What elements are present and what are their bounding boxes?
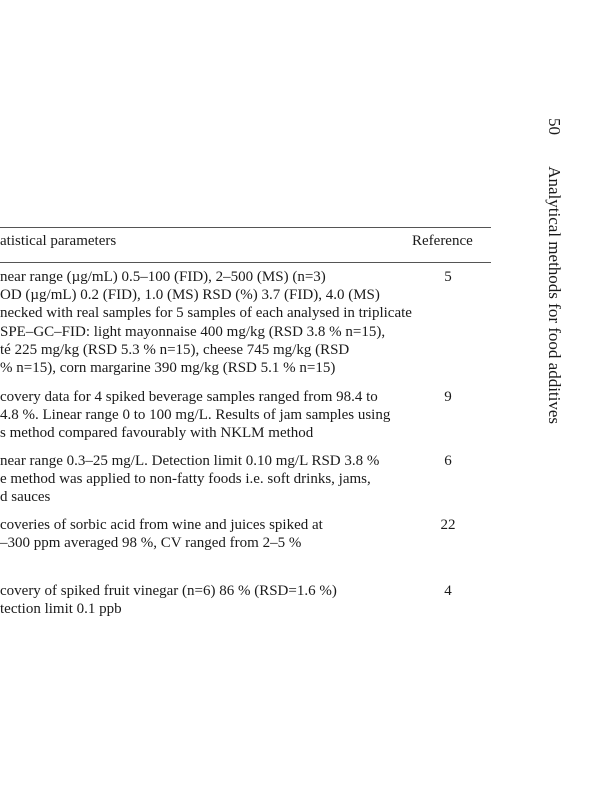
row-parameters: [0, 582, 445, 618]
running-header: [544, 118, 564, 438]
row-line: OD (µg/mL) 0.2 (FID), 1.0 (MS) RSD (%) 3.7 (FID), 4.0 (MS): [0, 287, 380, 304]
row-reference: 9: [444, 389, 452, 405]
row-reference: 4: [444, 583, 452, 599]
page-number: 50: [545, 118, 564, 135]
row-parameters: [0, 516, 445, 552]
row-line: covery data for 4 spiked beverage samples ranged from 98.4 to: [0, 389, 378, 405]
table-header-rule: [0, 262, 491, 263]
row-line: d sauces: [0, 489, 51, 506]
row-line: covery of spiked fruit vinegar (n=6) 86 % (RSD=1.6 %): [0, 583, 337, 599]
row-parameters: [0, 452, 445, 507]
row-line: near range (µg/mL) 0.5–100 (FID), 2–500 (MS) (n=3): [0, 269, 326, 285]
row-parameters: [0, 388, 445, 443]
row-line: té 225 mg/kg (RSD 5.3 % n=15), cheese 745 mg/kg (RSD: [0, 341, 350, 358]
running-title: Analytical methods for food additives: [545, 166, 564, 425]
table-top-rule: [0, 227, 491, 228]
row-reference: 6: [444, 453, 452, 469]
row-line: necked with real samples for 5 samples of each analysed in triplicate: [0, 305, 412, 322]
row-parameters: [0, 268, 445, 377]
row-reference: 22: [440, 517, 456, 533]
row-line: s method compared favourably with NKLM method: [0, 425, 314, 442]
row-line: near range 0.3–25 mg/L. Detection limit 0.10 mg/L RSD 3.8 %: [0, 453, 380, 469]
row-line: SPE–GC–FID: light mayonnaise 400 mg/kg (RSD 3.8 % n=15),: [0, 323, 386, 340]
column-header-statistical-parameters: atistical parameters: [0, 233, 117, 249]
row-line: tection limit 0.1 ppb: [0, 601, 122, 618]
row-line: –300 ppm averaged 98 %, CV ranged from 2–5 %: [0, 535, 302, 552]
row-line: coveries of sorbic acid from wine and juices spiked at: [0, 517, 323, 533]
row-line: 4.8 %. Linear range 0 to 100 mg/L. Results of jam samples using: [0, 407, 391, 424]
row-line: e method was applied to non-fatty foods i.e. soft drinks, jams,: [0, 471, 371, 488]
row-line: % n=15), corn margarine 390 mg/kg (RSD 5.1 % n=15): [0, 360, 336, 377]
column-header-reference: Reference: [412, 233, 473, 249]
row-reference: 5: [444, 269, 452, 285]
